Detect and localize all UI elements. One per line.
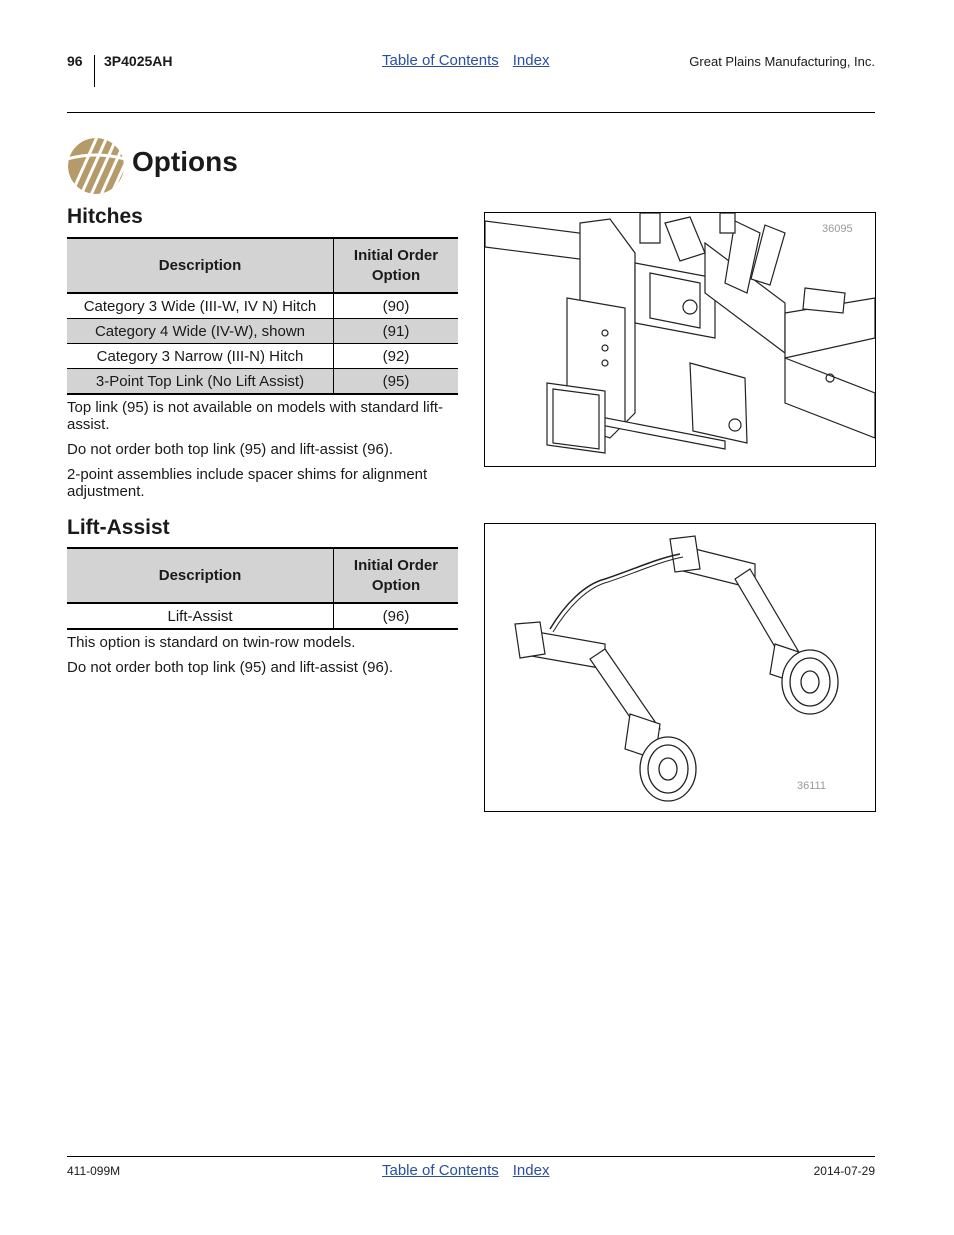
table-row: Lift-Assist (96) [67,603,458,629]
lift-assist-heading: Lift-Assist [67,516,170,539]
section-title: Options [132,146,238,177]
company-name: Great Plains Manufacturing, Inc. [689,54,875,69]
lift-assist-figure [484,523,876,812]
hitch-figure [484,212,876,467]
table-row: 3-Point Top Link (No Lift Assist) (95) [67,369,458,395]
hitches-table [67,237,458,395]
hitches-col-description: Description [67,238,334,293]
lift-assist-col-option: Initial Order Option [334,548,459,603]
table-row: Category 3 Narrow (III-N) Hitch (92) [67,344,458,369]
footer-index-link[interactable]: Index [512,1162,550,1179]
table-row: Category 4 Wide (IV-W), shown (91) [67,319,458,344]
footer-rule [67,1156,875,1157]
hitches-col-option: Initial Order Option [334,238,459,293]
hitch-illustration [485,213,875,466]
footer-toc-link[interactable]: Table of Contents [382,1162,499,1179]
lift-assist-table [67,547,458,630]
hitches-note-3: 2-point assemblies include spacer shims for alignment adjustment. [67,466,428,500]
lift-assist-note-1: This option is standard on twin-row models. [67,634,356,651]
header-divider [94,55,95,87]
page-number: 96 [67,53,83,69]
document-number: 411-099M [67,1164,121,1178]
hitches-heading: Hitches [67,205,143,228]
model-number: 3P4025AH [104,53,173,69]
header-toc-link[interactable]: Table of Contents [382,52,499,69]
lift-assist-note-2: Do not order both top link (95) and lift-assist (96). [67,659,393,676]
lift-assist-figure-number: 36111 [797,780,826,792]
great-plains-logo-icon [67,137,125,195]
hitches-note-1: Top link (95) is not available on models with standard lift-assist. [67,399,444,433]
hitch-figure-number: 36095 [822,223,853,235]
header-nav [382,52,563,69]
lift-assist-col-description: Description [67,548,334,603]
header-index-link[interactable]: Index [512,52,550,69]
document-date: 2014-07-29 [813,1164,875,1178]
lift-assist-illustration [485,524,875,811]
hitches-note-2: Do not order both top link (95) and lift-assist (96). [67,441,393,458]
footer-nav [382,1162,563,1179]
table-row: Category 3 Wide (III-W, IV N) Hitch (90) [67,293,458,319]
header-rule [67,112,875,113]
